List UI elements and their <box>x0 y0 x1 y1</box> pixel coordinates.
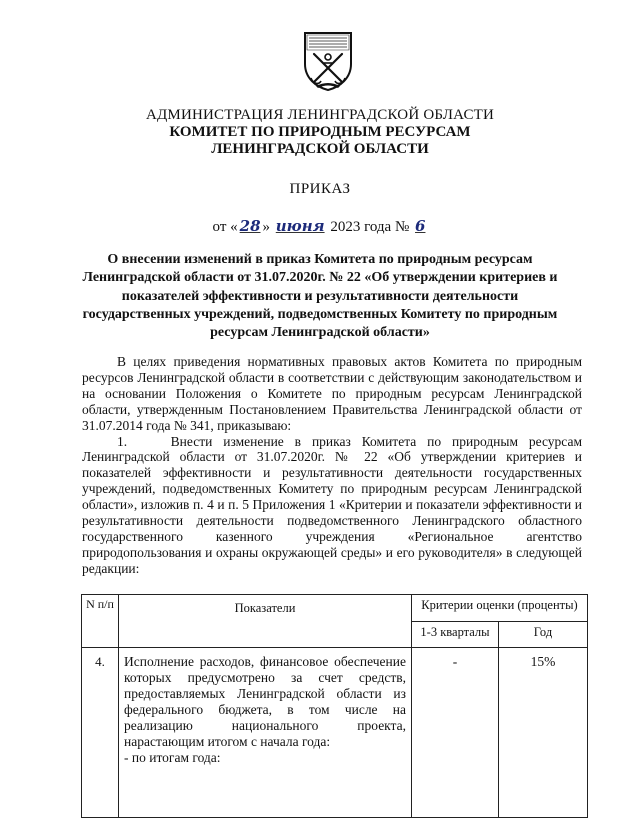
handwritten-day: 28 <box>239 217 261 235</box>
leningrad-oblast-coat-of-arms-icon <box>302 30 354 92</box>
header-criteria: Критерии оценки (проценты) <box>412 595 588 622</box>
order-body <box>82 354 582 577</box>
row-indicator-main: Исполнение расходов, финансовое обеспечение которых предусмотрено за счет средств, предоставляемых Ленинградской области из федерального бюджета, в том числе на реализацию национального проекта, нарастающим итогом с начала года: <box>124 654 406 749</box>
table-row <box>82 648 588 818</box>
date-mid: » <box>262 219 274 235</box>
committee-header-line2: ЛЕНИНГРАДСКОЙ ОБЛАСТИ <box>211 141 429 157</box>
order-title: О внесении изменений в приказ Комитета по природным ресурсам Ленинградской области от 31.07.2020г. № 22 «Об утверждении критериев и показателей эффективности и результативности деятельности государственных учреждений, подведомственных Комитету по природным ресурсам Ленинградской области» <box>82 252 558 341</box>
row-quarters-value: - <box>412 648 499 818</box>
item-1-paragraph: 1. Внести изменение в приказ Комитета по природным ресурсам Ленинградской области от 31.07.2020г. № 22 «Об утверждении критериев и показателей эффективности и результативности деятельности государственных учреждений, подведомственных Комитету по природным ресурсам Ленинградской области», изложив п. 4 и п. 5 Приложения 1 «Критерии и показатели эффективности и результативности деятельности подведомственного Ленинградского областного государственного казенного учреждения «Региональное агентство природопользования и охраны окружающей среды» и его руководителя» в следующей редакции: <box>82 433 582 576</box>
header-number: N п/п <box>82 595 119 648</box>
order-date-line <box>0 217 640 236</box>
row-number: 4. <box>82 648 119 818</box>
row-year-value: 15% <box>499 648 588 818</box>
date-year: 2023 года № <box>326 219 414 235</box>
table-header-row <box>82 595 588 622</box>
row-indicator-sub: - по итогам года: <box>124 750 221 765</box>
header-year: Год <box>499 621 588 648</box>
header-quarters: 1-3 кварталы <box>412 621 499 648</box>
criteria-table <box>81 594 588 818</box>
handwritten-order-number: 6 <box>415 217 426 235</box>
committee-header-line1: КОМИТЕТ ПО ПРИРОДНЫМ РЕСУРСАМ <box>169 124 471 140</box>
date-prefix: от « <box>212 219 238 235</box>
row-indicator-text <box>119 648 412 818</box>
handwritten-month: июня <box>275 217 325 235</box>
preamble-paragraph: В целях приведения нормативных правовых актов Комитета по природным ресурсов Ленинградской области в соответствии с действующим законодательством и на основании Положения о Комитете по природным ресурсам Ленинградской области, утвержденным Постановлением Правительства Ленинградской области от 31.07.2014 года № 341, приказываю: <box>82 354 582 433</box>
header-indicator: Показатели <box>119 595 412 648</box>
document-type: ПРИКАЗ <box>289 181 351 197</box>
administration-header: АДМИНИСТРАЦИЯ ЛЕНИНГРАДСКОЙ ОБЛАСТИ <box>145 107 495 123</box>
